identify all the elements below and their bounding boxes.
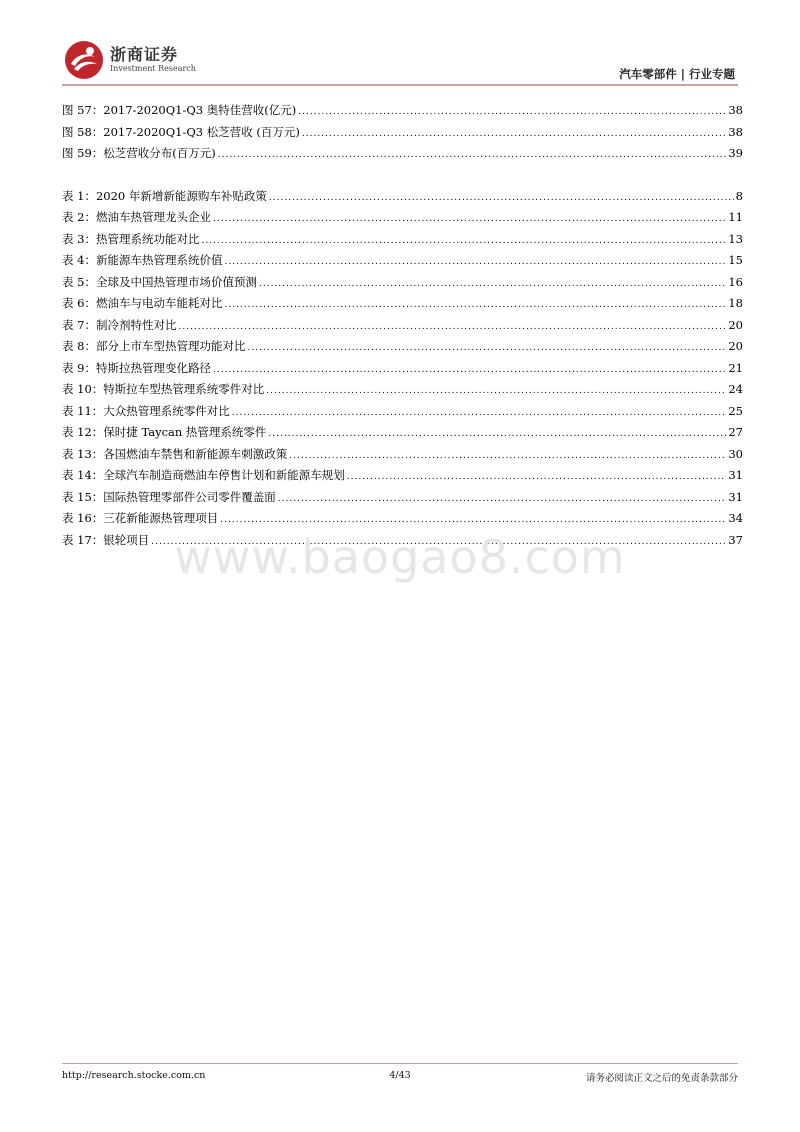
toc-entry[interactable]: [62, 358, 743, 380]
toc-leader-dots: [289, 446, 726, 468]
toc-entry[interactable]: [62, 250, 743, 272]
toc-entry[interactable]: [62, 379, 743, 401]
toc-leader-dots: [224, 252, 726, 274]
toc-leader-dots: [201, 231, 726, 253]
toc-entry-page: 34: [728, 511, 743, 525]
figure-list: [62, 100, 743, 165]
toc-entry-page: 25: [728, 403, 743, 418]
toc-leader-dots: [220, 510, 726, 532]
toc-entry-label: 表 1：2020 年新增新能源购车补贴政策: [62, 188, 267, 203]
brand-name-en: Investment Research: [110, 64, 196, 73]
toc-leader-dots: [151, 532, 726, 554]
toc-entry[interactable]: [62, 293, 743, 315]
toc-entry-label: 表 16：三花新能源热管理项目: [62, 511, 219, 525]
header-divider: [62, 84, 738, 86]
brand-logo: [62, 38, 222, 82]
toc-entry-label: 表 8：部分上市车型热管理功能对比: [62, 339, 246, 353]
footer-url[interactable]: http://research.stocke.com.cn: [62, 1070, 206, 1081]
toc-leader-dots: [266, 381, 726, 403]
toc-leader-dots: [232, 403, 727, 425]
footer-divider: [62, 1063, 738, 1064]
toc-entry-page: 31: [728, 468, 743, 482]
toc-entry[interactable]: [62, 530, 743, 552]
toc-leader-dots: [213, 360, 726, 382]
toc-entry-page: 24: [728, 382, 743, 396]
watermark: www.baogao8.com: [174, 530, 626, 584]
toc-entry-label: 表 13：各国燃油车禁售和新能源车刺激政策: [62, 446, 288, 461]
toc-entry-label: 表 7：制冷剂特性对比: [62, 317, 177, 332]
toc-entry-label: 图 57：2017-2020Q1-Q3 奥特佳营收(亿元): [62, 103, 297, 117]
toc-entry-page: 38: [728, 124, 743, 139]
toc-entry[interactable]: [62, 336, 743, 358]
toc-entry-label: 图 59：松芝营收分布(百万元): [62, 146, 216, 160]
toc-entry[interactable]: [62, 315, 743, 337]
toc-entry[interactable]: [62, 508, 743, 530]
toc-entry-page: 8: [735, 188, 743, 203]
toc-entry-label: 表 12：保时捷 Taycan 热管理系统零件: [62, 425, 267, 439]
toc-leader-dots: [178, 317, 726, 339]
brand-name-cn: 浙商证券: [110, 45, 179, 64]
toc-leader-dots: [298, 102, 726, 124]
toc-entry-page: 11: [728, 210, 743, 224]
toc-entry-label: 表 11：大众热管理系统零件对比: [62, 403, 230, 418]
toc-leader-dots: [218, 145, 727, 167]
toc-entry[interactable]: [62, 143, 743, 165]
toc-entry-page: 16: [728, 274, 743, 289]
toc-leader-dots: [269, 188, 734, 210]
toc-entry-label: 表 3：热管理系统功能对比: [62, 231, 200, 246]
toc-entry-page: 31: [728, 489, 743, 504]
toc-entry[interactable]: [62, 487, 743, 509]
footer-disclaimer: 请务必阅读正文之后的免责条款部分: [585, 1073, 738, 1084]
logo-mark-icon: [62, 38, 106, 82]
table-of-contents: [62, 100, 743, 551]
toc-entry[interactable]: [62, 229, 743, 251]
toc-leader-dots: [278, 489, 727, 511]
toc-leader-dots: [224, 295, 726, 317]
toc-leader-dots: [247, 338, 726, 360]
section-gap: [62, 165, 743, 186]
toc-entry-page: 18: [728, 296, 743, 310]
toc-entry-label: 表 5：全球及中国热管理市场价值预测: [62, 274, 257, 289]
toc-entry-label: 表 4：新能源车热管理系统价值: [62, 253, 223, 267]
toc-entry-page: 38: [728, 103, 743, 117]
toc-entry[interactable]: [62, 401, 743, 423]
toc-entry-label: 表 10：特斯拉车型热管理系统零件对比: [62, 382, 265, 396]
toc-entry-label: 表 9：特斯拉热管理变化路径: [62, 360, 211, 375]
toc-entry-label: 表 15：国际热管理零部件公司零件覆盖面: [62, 489, 276, 504]
toc-entry-label: 表 14：全球汽车制造商燃油车停售计划和新能源车规划: [62, 468, 345, 482]
toc-entry-page: 27: [728, 425, 743, 439]
toc-leader-dots: [347, 467, 727, 489]
toc-entry-page: 21: [728, 360, 743, 375]
toc-entry-page: 20: [728, 317, 743, 332]
toc-entry-label: 表 6：燃油车与电动车能耗对比: [62, 296, 223, 310]
toc-entry-label: 表 2：燃油车热管理龙头企业: [62, 210, 211, 224]
toc-leader-dots: [213, 209, 726, 231]
toc-entry[interactable]: [62, 422, 743, 444]
toc-entry-page: 37: [728, 532, 743, 547]
toc-entry[interactable]: [62, 444, 743, 466]
toc-entry[interactable]: [62, 465, 743, 487]
toc-entry-page: 20: [728, 339, 743, 353]
toc-entry[interactable]: [62, 186, 743, 208]
table-list: [62, 186, 743, 552]
toc-entry-page: 30: [728, 446, 743, 461]
toc-entry-page: 13: [728, 231, 743, 246]
toc-leader-dots: [302, 124, 726, 146]
toc-entry-page: 39: [728, 146, 743, 160]
toc-entry-page: 15: [728, 253, 743, 267]
header-title: 汽车零部件 | 行业专题: [619, 67, 735, 81]
toc-entry-label: 表 17：银轮项目: [62, 532, 150, 547]
toc-entry[interactable]: [62, 207, 743, 229]
toc-leader-dots: [259, 274, 726, 296]
toc-entry-label: 图 58：2017-2020Q1-Q3 松芝营收 (百万元): [62, 124, 300, 139]
toc-entry[interactable]: [62, 100, 743, 122]
toc-entry[interactable]: [62, 122, 743, 144]
footer-page-number: 4/43: [389, 1070, 411, 1081]
toc-leader-dots: [268, 424, 726, 446]
toc-entry[interactable]: [62, 272, 743, 294]
